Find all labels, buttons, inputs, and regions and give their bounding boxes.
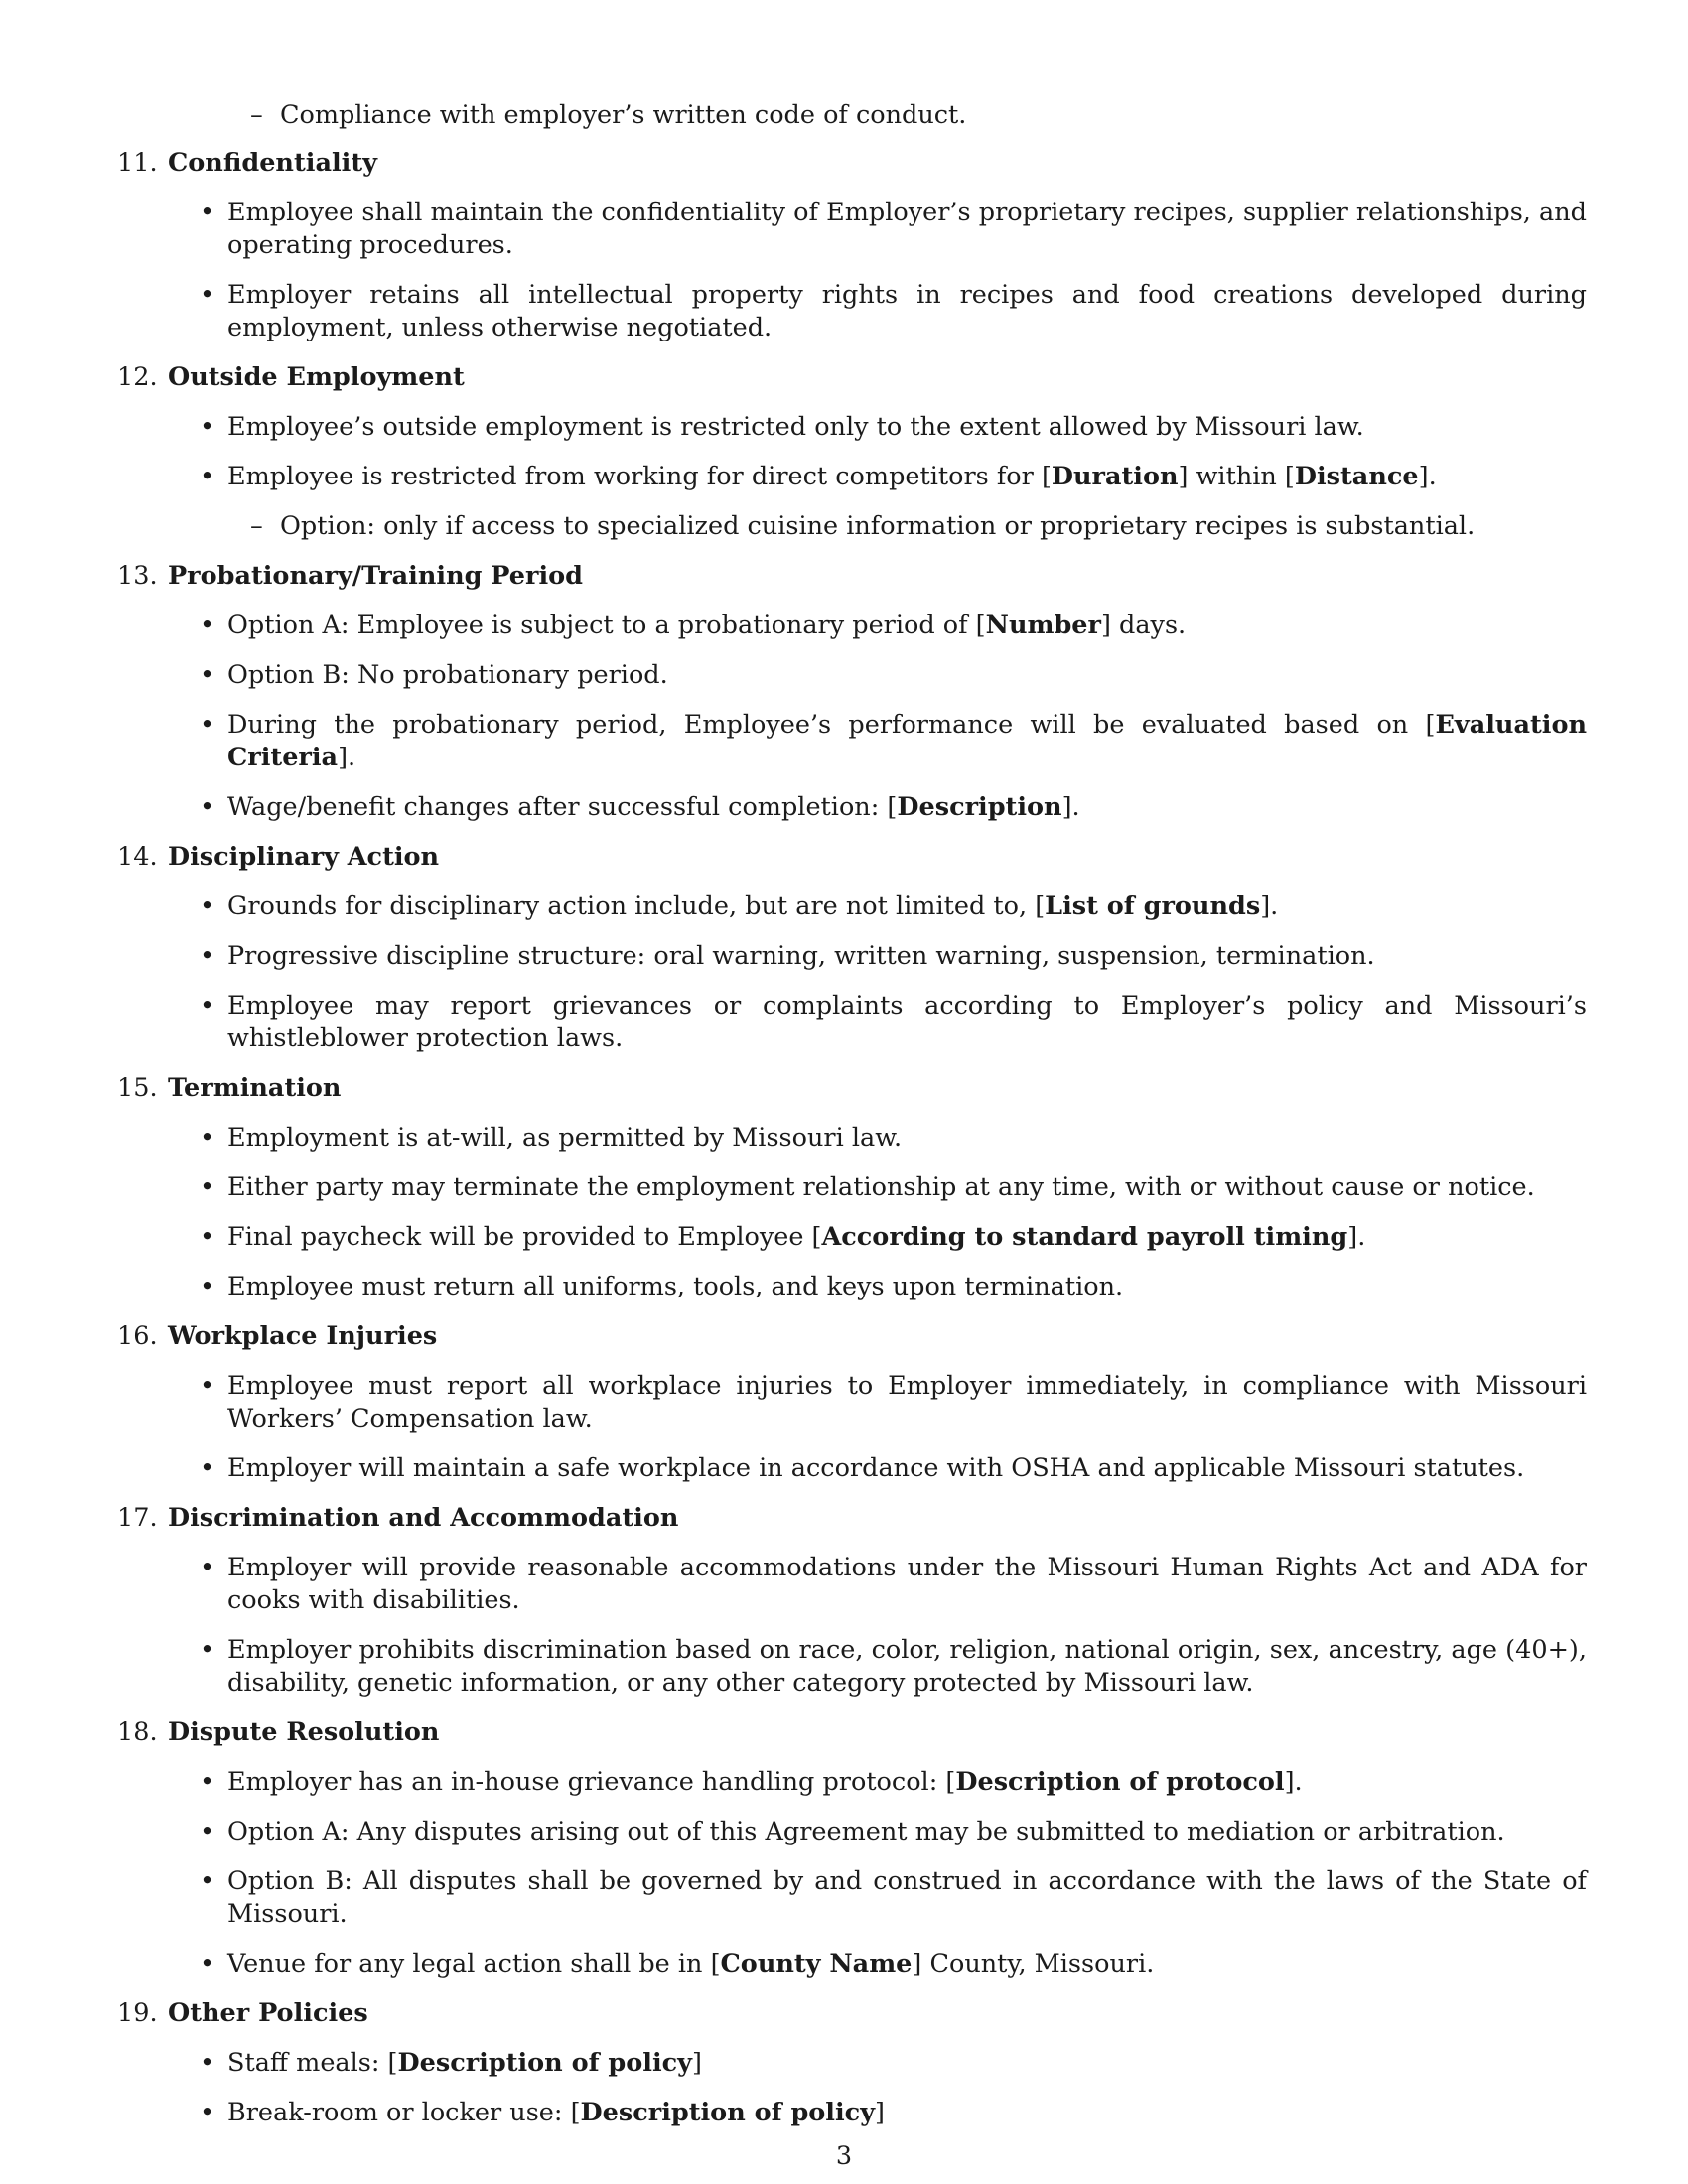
bullet-marker: •: [200, 412, 215, 442]
bullet-marker: •: [200, 1866, 215, 1896]
bullet-marker: •: [200, 1222, 215, 1252]
sub-item: [117, 99, 1587, 132]
item-text: Progressive discipline structure: oral warning, written warning, suspension, termination.: [227, 941, 1375, 971]
bullet-marker: •: [200, 611, 215, 640]
item-text: ].: [1418, 462, 1437, 491]
item-text: Staff meals: [: [227, 2048, 398, 2078]
section-title: Workplace Injuries: [168, 1321, 438, 1351]
section-number: 17.: [117, 1503, 158, 1533]
item-text: ].: [1284, 1767, 1303, 1797]
list-item: [117, 1171, 1587, 1204]
placeholder-field: List of grounds: [1045, 891, 1261, 921]
list-item: [117, 461, 1587, 493]
list-item: [117, 1948, 1587, 1980]
item-text: Employee is restricted from working for direct competitors for [: [227, 462, 1052, 491]
list-item: [117, 1221, 1587, 1254]
section-heading: [117, 560, 1587, 593]
bullet-marker: •: [200, 2048, 215, 2078]
placeholder-field: Distance: [1294, 462, 1419, 491]
section-19: [117, 1997, 1587, 2129]
bullet-marker: •: [200, 1172, 215, 1202]
list-item: [117, 791, 1587, 824]
section-11: [117, 147, 1587, 344]
item-text: Employment is at-will, as permitted by Missouri law.: [227, 1123, 903, 1153]
placeholder-field: Number: [985, 611, 1101, 640]
list-item: [117, 1865, 1587, 1931]
section-16: [117, 1320, 1587, 1485]
section-title: Dispute Resolution: [168, 1717, 440, 1747]
item-text: Employer retains all intellectual property rights in recipes and food creations developed during employment, unless otherwise negotiated.: [227, 280, 1587, 342]
section-title: Outside Employment: [168, 362, 465, 392]
bullet-marker: •: [200, 792, 215, 822]
section-heading: [117, 1997, 1587, 2030]
item-text: Employee’s outside employment is restricted only to the extent allowed by Missouri law.: [227, 412, 1364, 442]
section-14: [117, 841, 1587, 1055]
bullet-marker: •: [200, 710, 215, 740]
bullet-marker: •: [200, 1553, 215, 1582]
item-text: Employee must report all workplace injuries to Employer immediately, in compliance with Missouri Workers’ Compensation law.: [227, 1371, 1587, 1433]
item-text: Grounds for disciplinary action include, but are not limited to, [: [227, 891, 1046, 921]
section-number: 16.: [117, 1321, 158, 1351]
list-item: [117, 1370, 1587, 1435]
item-text: ] days.: [1100, 611, 1187, 640]
dash-marker: –: [250, 100, 263, 130]
bullet-marker: •: [200, 198, 215, 227]
item-text: ] within [: [1178, 462, 1295, 491]
item-text: Employee must return all uniforms, tools, and keys upon termination.: [227, 1272, 1124, 1301]
item-text: ]: [692, 2048, 702, 2078]
placeholder-field: Duration: [1051, 462, 1179, 491]
bullet-marker: •: [200, 280, 215, 310]
bullet-marker: •: [200, 462, 215, 491]
section-title: Other Policies: [168, 1998, 368, 2028]
item-text: Either party may terminate the employment relationship at any time, with or without cause or notice.: [227, 1172, 1535, 1202]
list-item: [117, 2097, 1587, 2129]
bullet-marker: •: [200, 660, 215, 690]
list-item: [117, 1634, 1587, 1700]
item-text: During the probationary period, Employee’s performance will be evaluated based on [: [227, 710, 1436, 740]
bullet-marker: •: [200, 2098, 215, 2127]
list-item: [117, 2047, 1587, 2080]
document-body: [117, 99, 1587, 2146]
bullet-marker: •: [200, 1949, 215, 1979]
item-text: Option A: Any disputes arising out of this Agreement may be submitted to mediation or arbitration.: [227, 1817, 1505, 1846]
section-15: [117, 1072, 1587, 1303]
item-text: ].: [1260, 891, 1279, 921]
bullet-marker: •: [200, 1371, 215, 1401]
list-item: [117, 197, 1587, 262]
section-heading: [117, 1502, 1587, 1535]
list-item: [117, 1766, 1587, 1799]
section-17: [117, 1502, 1587, 1700]
section-title: Termination: [168, 1073, 342, 1103]
list-item: [117, 709, 1587, 774]
section-title: Disciplinary Action: [168, 842, 440, 872]
dash-marker: –: [250, 511, 263, 541]
item-text: Employer will provide reasonable accommodations under the Missouri Human Rights Act and ADA for cooks with disabilities.: [227, 1553, 1587, 1615]
section-number: 13.: [117, 561, 158, 591]
bullet-marker: •: [200, 1453, 215, 1483]
section-heading: [117, 1072, 1587, 1105]
section-12: [117, 361, 1587, 543]
placeholder-field: Description of protocol: [955, 1767, 1285, 1797]
list-item: [117, 1122, 1587, 1155]
item-text: Employee may report grievances or complaints according to Employer’s policy and Missouri’s whistleblower protection laws.: [227, 991, 1587, 1053]
item-text: ].: [1061, 792, 1080, 822]
bullet-marker: •: [200, 1767, 215, 1797]
section-heading: [117, 1320, 1587, 1353]
section-number: 19.: [117, 1998, 158, 2028]
list-item: [117, 1452, 1587, 1485]
sub-item: [117, 510, 1587, 543]
bullet-marker: •: [200, 991, 215, 1021]
list-item: [117, 411, 1587, 444]
list-item: [117, 1816, 1587, 1848]
section-number: 18.: [117, 1717, 158, 1747]
item-text: ]: [875, 2098, 885, 2127]
section-title: Confidentiality: [168, 148, 377, 178]
list-item: [117, 1552, 1587, 1617]
item-text: ] County, Missouri.: [912, 1949, 1155, 1979]
list-item: [117, 890, 1587, 923]
section-number: 15.: [117, 1073, 158, 1103]
section-title: Probationary/Training Period: [168, 561, 583, 591]
list-item: [117, 990, 1587, 1055]
bullet-marker: •: [200, 1272, 215, 1301]
list-item: [117, 279, 1587, 344]
item-text: Employee shall maintain the confidentiality of Employer’s proprietary recipes, supplier relationships, and operating procedures.: [227, 198, 1587, 260]
section-number: 12.: [117, 362, 158, 392]
section-heading: [117, 1716, 1587, 1749]
item-text: Employer has an in-house grievance handling protocol: [: [227, 1767, 956, 1797]
placeholder-field: Evaluation Criteria: [227, 710, 1587, 772]
item-text: Final paycheck will be provided to Employee [: [227, 1222, 822, 1252]
item-text: ].: [1347, 1222, 1366, 1252]
item-text: Employer prohibits discrimination based on race, color, religion, national origin, sex, ancestry, age (40+), disability, genetic information, or any other category protected by Missouri law.: [227, 1635, 1587, 1698]
list-item: [117, 659, 1587, 692]
list-item: [117, 610, 1587, 642]
section-18: [117, 1716, 1587, 1980]
bullet-marker: •: [200, 1635, 215, 1665]
item-text: Option A: Employee is subject to a probationary period of [: [227, 611, 986, 640]
sections-list: [117, 147, 1587, 2129]
section-number: 14.: [117, 842, 158, 872]
item-text: Wage/benefit changes after successful completion: [: [227, 792, 898, 822]
list-item: [117, 940, 1587, 973]
item-text: Venue for any legal action shall be in [: [227, 1949, 721, 1979]
sub-item-text: Option: only if access to specialized cuisine information or proprietary recipes is substantial.: [280, 511, 1476, 541]
section-heading: [117, 361, 1587, 394]
bullet-marker: •: [200, 891, 215, 921]
section-number: 11.: [117, 148, 158, 178]
placeholder-field: Description of policy: [397, 2048, 692, 2078]
page-number: 3: [835, 2141, 853, 2171]
item-text: Employer will maintain a safe workplace in accordance with OSHA and applicable Missouri statutes.: [227, 1453, 1525, 1483]
item-text: Option B: No probationary period.: [227, 660, 668, 690]
section-title: Discrimination and Accommodation: [168, 1503, 679, 1533]
item-text: Break-room or locker use: [: [227, 2098, 581, 2127]
section-13: [117, 560, 1587, 824]
section-heading: [117, 147, 1587, 180]
item-text: Option B: All disputes shall be governed by and construed in accordance with the laws of the State of Missouri.: [227, 1866, 1587, 1929]
list-item: [117, 1271, 1587, 1303]
placeholder-field: According to standard payroll timing: [821, 1222, 1348, 1252]
bullet-marker: •: [200, 941, 215, 971]
placeholder-field: Description of policy: [580, 2098, 876, 2127]
bullet-marker: •: [200, 1817, 215, 1846]
section-heading: [117, 841, 1587, 874]
placeholder-field: County Name: [720, 1949, 913, 1979]
sub-item-text: Compliance with employer’s written code of conduct.: [280, 100, 967, 130]
bullet-marker: •: [200, 1123, 215, 1153]
placeholder-field: Description: [897, 792, 1062, 822]
item-text: ].: [338, 743, 356, 772]
